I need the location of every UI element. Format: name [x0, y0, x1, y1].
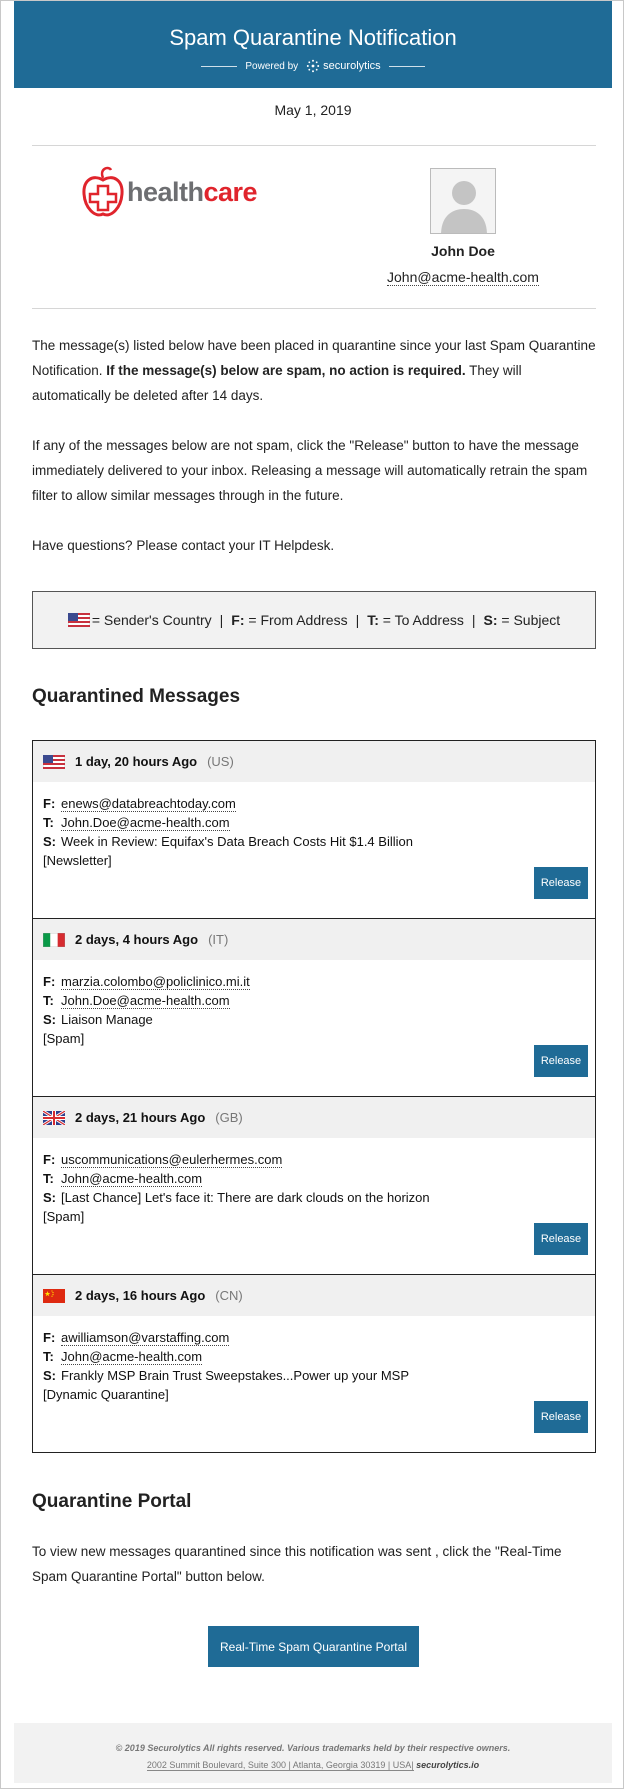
message-age: 1 day, 20 hours Ago: [75, 754, 198, 769]
user-avatar-icon: [431, 169, 496, 234]
message-header: [33, 741, 595, 782]
us-flag-icon: [43, 755, 65, 769]
intro-paragraph-2: If any of the messages below are not spam, click the "Release" button to have the message immediately delivered to your inbox. Releasing a message will automatically retrain the spam filter to allow similar messages through in the future.: [32, 438, 588, 503]
message-age: 2 days, 21 hours Ago: [75, 1110, 206, 1125]
message-from: F: uscommunications@eulerhermes.com: [43, 1152, 283, 1167]
message-subject: S: Week in Review: Equifax's Data Breach Costs Hit $1.4 Billion: [43, 834, 413, 849]
to-address[interactable]: John.Doe@acme-health.com: [61, 815, 230, 830]
message-body: [33, 782, 595, 870]
message-from: F: awilliamson@varstaffing.com: [43, 1330, 230, 1345]
portal-title: Quarantine Portal: [32, 1491, 192, 1512]
message-country: (GB): [215, 1110, 243, 1125]
to-address[interactable]: John.Doe@acme-health.com: [61, 993, 230, 1008]
message-country: (CN): [215, 1288, 243, 1303]
message-card: [32, 1096, 596, 1275]
from-address[interactable]: enews@databreachtoday.com: [61, 796, 236, 811]
footer-address: 2002 Summit Boulevard, Suite 300 | Atlanta, Georgia 30319 | USA|: [146, 1760, 414, 1770]
legend-separator: |: [471, 612, 476, 628]
message-country: (US): [207, 754, 234, 769]
legend-separator: |: [219, 612, 224, 628]
release-button[interactable]: Release: [534, 1223, 588, 1255]
user-email[interactable]: John@acme-health.com: [387, 269, 539, 285]
brand-logo: [306, 59, 380, 73]
legend-subject-key: S:: [483, 612, 498, 628]
divider: [201, 66, 237, 67]
message-subject: S: Liaison Manage: [43, 1012, 153, 1027]
legend-to-text: = To Address: [382, 612, 464, 628]
legend-separator: |: [355, 612, 360, 628]
message-category: [Newsletter]: [43, 853, 112, 868]
us-flag-icon: [68, 613, 90, 627]
legend-to-key: T:: [367, 612, 379, 628]
org-logo-text: healthcare: [127, 176, 258, 207]
legend-from-key: F:: [231, 612, 245, 628]
footer-copyright: © 2019 Securolytics All rights reserved. Various trademarks held by their respective owners.: [115, 1743, 511, 1753]
divider: [389, 66, 425, 67]
legend-from-text: = From Address: [248, 612, 348, 628]
brand-name: securolytics: [323, 60, 381, 72]
from-address[interactable]: uscommunications@eulerhermes.com: [61, 1152, 283, 1167]
message-subject: S: Frankly MSP Brain Trust Sweepstakes...Power up your MSP: [43, 1368, 410, 1383]
message-header: [33, 919, 595, 960]
to-address[interactable]: John@acme-health.com: [61, 1171, 203, 1186]
message-card: [32, 740, 596, 919]
intro-paragraph-1: The message(s) listed below have been placed in quarantine since your last Spam Quarantine Notification. If the message(s) below are spam, no action is required. They will automatically be deleted after 14 days.: [32, 338, 596, 403]
portal-text: To view new messages quarantined since this notification was sent , click the "Real-Time Spam Quarantine Portal" button below.: [32, 1544, 562, 1584]
message-to: T: John@acme-health.com: [43, 1171, 203, 1186]
notification-date: May 1, 2019: [274, 102, 352, 118]
footer-website-link[interactable]: securolytics.io: [416, 1760, 480, 1770]
message-body: [33, 1138, 595, 1226]
message-age: 2 days, 16 hours Ago: [75, 1288, 206, 1303]
message-body: [33, 1316, 595, 1404]
message-card: [32, 1274, 596, 1453]
org-logo: [81, 164, 257, 220]
message-header: [33, 1097, 595, 1138]
legend-country: = Sender's Country: [91, 612, 212, 628]
message-to: T: John.Doe@acme-health.com: [43, 993, 230, 1008]
message-to: T: John@acme-health.com: [43, 1349, 203, 1364]
header-title: Spam Quarantine Notification: [169, 25, 457, 50]
message-card: [32, 918, 596, 1097]
message-body: [33, 960, 595, 1048]
quarantined-title: Quarantined Messages: [32, 686, 241, 707]
from-address[interactable]: awilliamson@varstaffing.com: [61, 1330, 230, 1345]
message-category: [Spam]: [43, 1031, 85, 1046]
from-address[interactable]: marzia.colombo@policlinico.mi.it: [61, 974, 250, 989]
message-age: 2 days, 4 hours Ago: [75, 932, 199, 947]
cn-flag-icon: [43, 1289, 65, 1303]
legend-subject-text: = Subject: [501, 612, 561, 628]
message-to: T: John.Doe@acme-health.com: [43, 815, 230, 830]
message-from: F: marzia.colombo@policlinico.mi.it: [43, 974, 250, 989]
real-time-portal-button[interactable]: Real-Time Spam Quarantine Portal: [208, 1626, 419, 1667]
footer: [14, 1723, 612, 1783]
divider: [32, 308, 596, 309]
intro-paragraph-3: Have questions? Please contact your IT Helpdesk.: [32, 538, 335, 553]
email-header: [14, 1, 612, 88]
release-button[interactable]: Release: [534, 867, 588, 899]
securolytics-icon: [306, 59, 320, 73]
to-address[interactable]: John@acme-health.com: [61, 1349, 203, 1364]
message-country: (IT): [208, 932, 229, 947]
it-flag-icon: [43, 933, 65, 947]
powered-by-label: Powered by: [245, 60, 299, 72]
legend-box: [32, 591, 596, 649]
footer-address-line: [14, 1760, 612, 1770]
healthcare-apple-cross-icon: [81, 164, 125, 220]
divider: [32, 145, 596, 146]
message-from: F: enews@databreachtoday.com: [43, 796, 236, 811]
message-category: [Dynamic Quarantine]: [43, 1387, 169, 1402]
gb-flag-icon: [43, 1111, 65, 1125]
message-subject: S: [Last Chance] Let's face it: There are dark clouds on the horizon: [43, 1190, 430, 1205]
powered-by: [14, 59, 612, 73]
user-name: John Doe: [431, 243, 495, 259]
release-button[interactable]: Release: [534, 1401, 588, 1433]
avatar: [430, 168, 496, 234]
message-header: [33, 1275, 595, 1316]
release-button[interactable]: Release: [534, 1045, 588, 1077]
message-category: [Spam]: [43, 1209, 85, 1224]
